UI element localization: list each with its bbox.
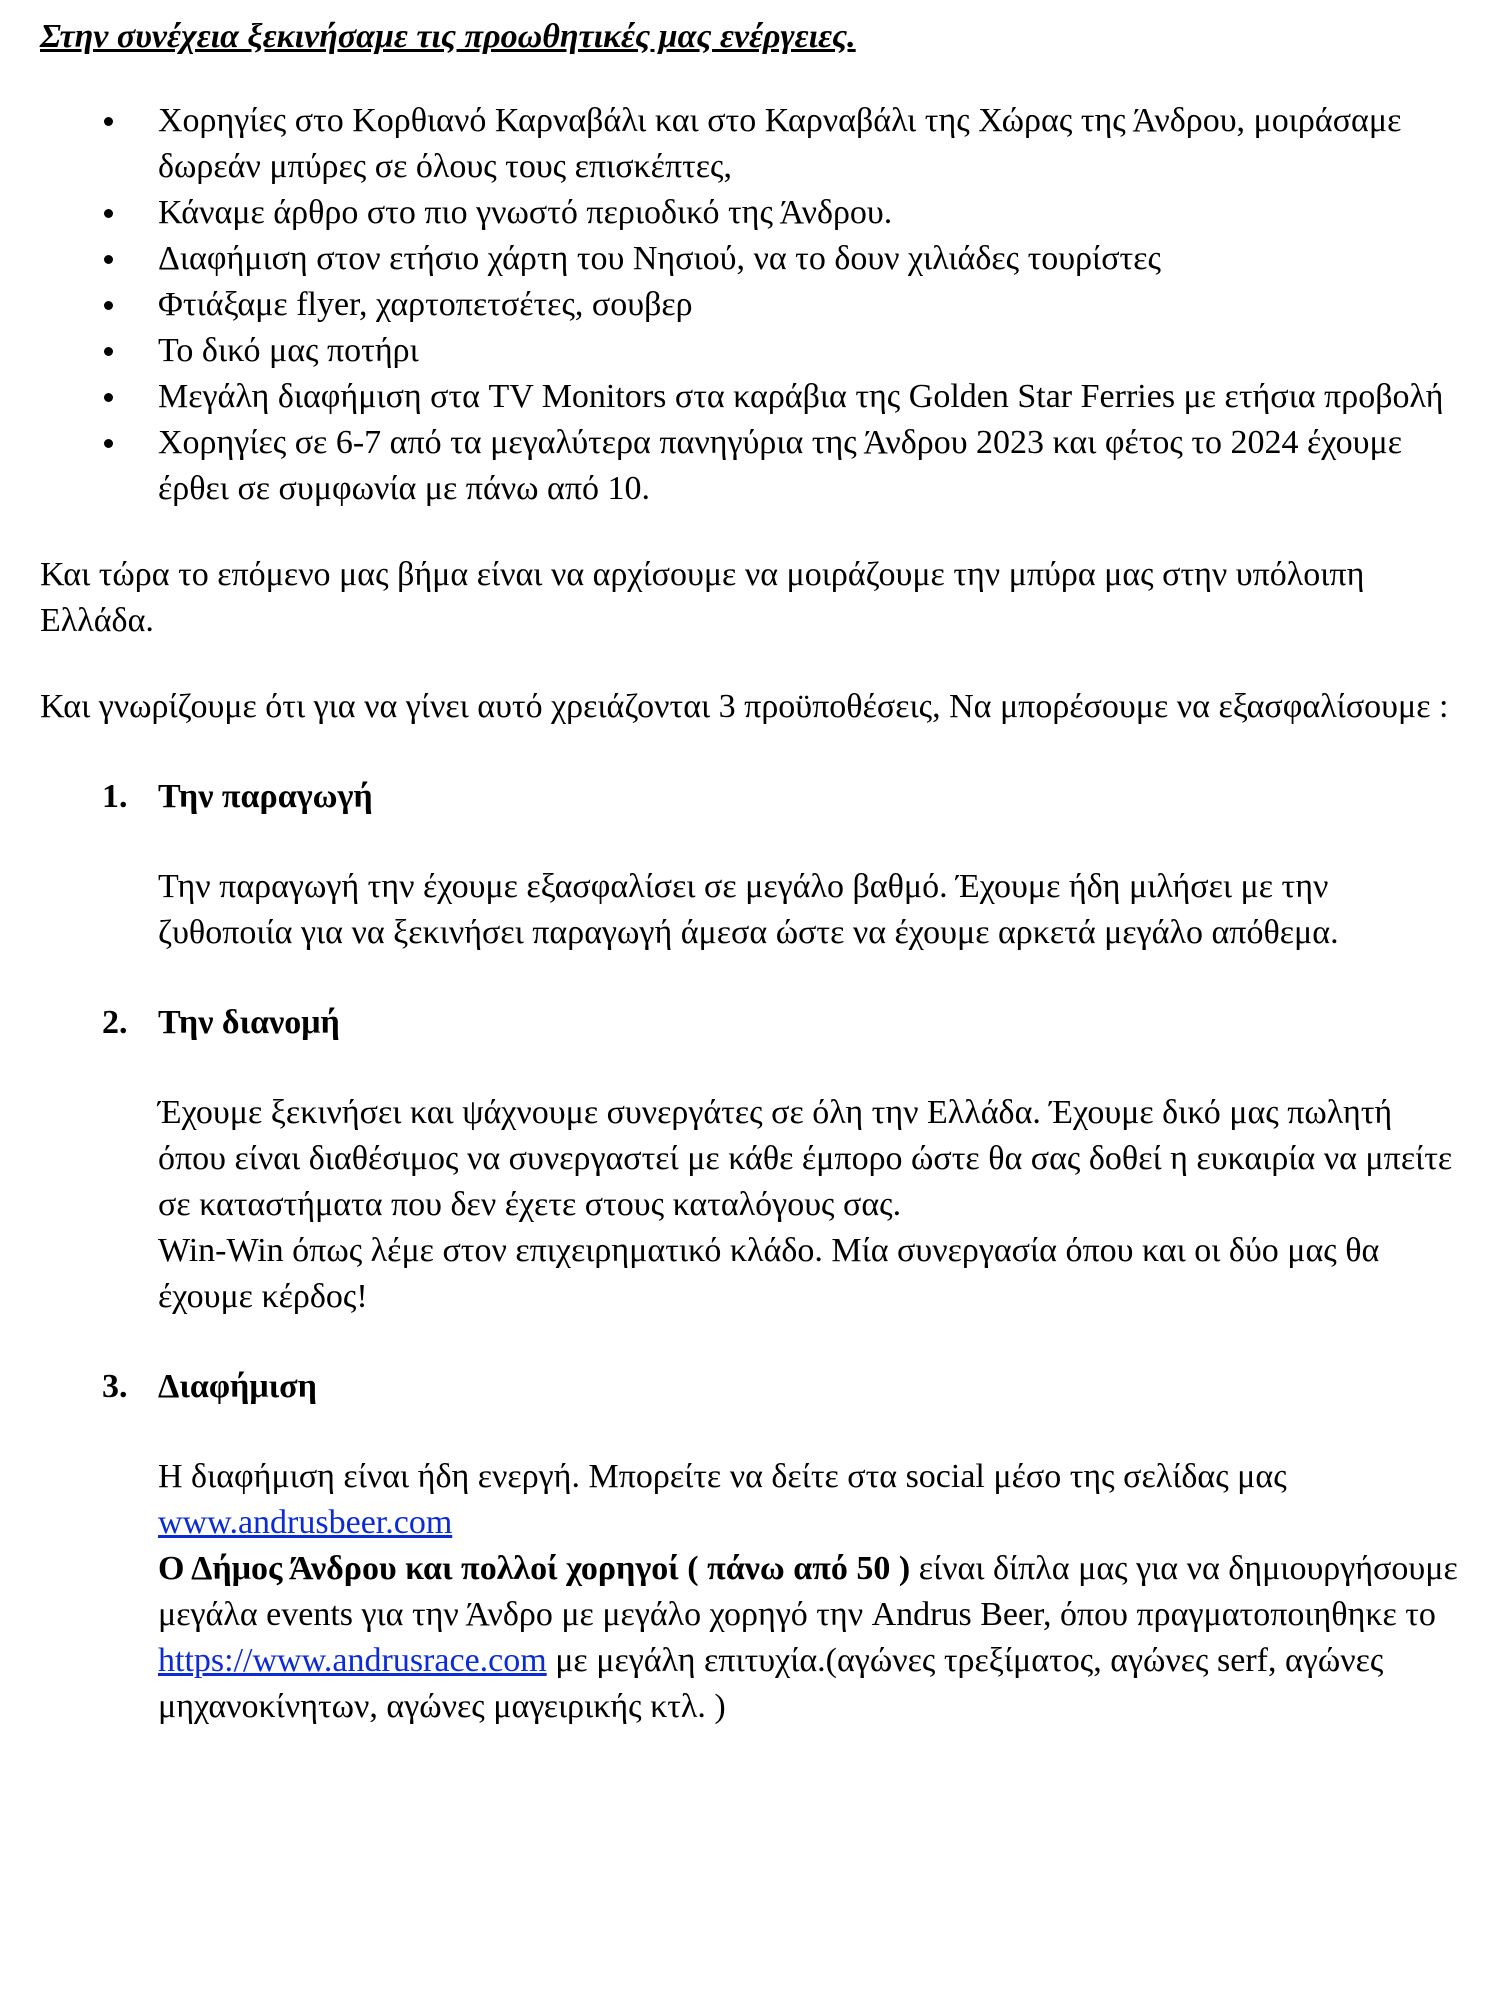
list-item: Φτιάξαμε flyer, χαρτοπετσέτες, σουβερ [40,282,1460,328]
item-number: 3. [102,1368,128,1405]
list-item: Μεγάλη διαφήμιση στα TV Monitors στα καράβια της Golden Star Ferries με ετήσια προβολή [40,374,1460,420]
promotion-list [40,98,1460,512]
bullet-icon [104,439,113,448]
item-body [158,1090,1460,1320]
requirements-paragraph: Και γνωρίζουμε ότι για να γίνει αυτό χρειάζονται 3 προϋποθέσεις, Να μπορέσουμε να εξασφαλίσουμε : [40,688,1449,725]
list-item: Το δικό μας ποτήρι [40,328,1460,374]
andrusrace-link[interactable]: https://www.andrusrace.com [158,1642,547,1679]
bullet-icon [104,209,113,218]
item-body-text: Ο Δήμος Άνδρου και πολλοί χορηγοί ( πάνω από 50 ) είναι δίπλα μας για να δημιουργήσουμε μεγάλα events για την Άνδρο με μεγάλο χορηγό την Andrus Beer, όπου πραγματοποιηθηκε το https://www.andrusrace.com με μεγάλη επιτυχία.(αγώνες τρεξίματος, αγώνες serf, αγώνες μηχανοκίνητων, αγώνες μαγειρικής κτλ. ) [158,1550,1458,1725]
document-page [40,14,1460,1730]
requirement-advertising [40,1364,1460,1730]
list-item: Χορηγίες σε 6-7 από τα μεγαλύτερα πανηγύρια της Άνδρου 2023 και φέτος το 2024 έχουμε έρθει σε συμφωνία με πάνω από 10. [40,420,1460,512]
bullet-icon [104,255,113,264]
item-body-text: Έχουμε ξεκινήσει και ψάχνουμε συνεργάτες σε όλη την Ελλάδα. Έχουμε δικό μας πωλητή όπου είναι διαθέσιμος να συνεργαστεί με κάθε έμπορο ώστε θα σας δοθεί η ευκαιρία να μπείτε σε καταστήματα που δεν έχετε στους καταλόγους σας. [158,1094,1453,1223]
andrusbeer-link[interactable]: www.andrusbeer.com [158,1504,453,1541]
item-body [158,1454,1460,1730]
section-heading: Στην συνέχεια ξεκινήσαμε τις προωθητικές μας ενέργειες. [40,18,856,55]
item-title: Διαφήμιση [158,1368,317,1405]
item-body: Την παραγωγή την έχουμε εξασφαλίσει σε μεγάλο βαθμό. Έχουμε ήδη μιλήσει με την ζυθοποιία για να ξεκινήσει παραγωγή άμεσα ώστε να έχουμε αρκετά μεγάλο απόθεμα. [158,868,1339,951]
item-number: 2. [102,1004,128,1041]
requirement-production [40,774,1460,956]
item-title: Την παραγωγή [158,778,373,815]
bold-sponsors-text: Ο Δήμος Άνδρου και πολλοί χορηγοί ( πάνω από 50 ) [158,1550,911,1587]
requirements-list [40,774,1460,1730]
bullet-icon [104,301,113,310]
item-number: 1. [102,778,128,815]
next-step-paragraph: Και τώρα το επόμενο μας βήμα είναι να αρχίσουμε να μοιράζουμε την μπύρα μας στην υπόλοιπη Ελλάδα. [40,556,1365,639]
bullet-icon [104,117,113,126]
item-title: Την διανομή [158,1004,340,1041]
bullet-icon [104,393,113,402]
list-item: Χορηγίες στο Κορθιανό Καρναβάλι και στο Καρναβάλι της Χώρας της Άνδρου, μοιράσαμε δωρεάν μπύρες σε όλους τους επισκέπτες, [40,98,1460,190]
list-item: Κάναμε άρθρο στο πιο γνωστό περιοδικό της Άνδρου. [40,190,1460,236]
list-item: Διαφήμιση στον ετήσιο χάρτη του Νησιού, να το δουν χιλιάδες τουρίστες [40,236,1460,282]
bullet-icon [104,347,113,356]
item-body-text: Win-Win όπως λέμε στον επιχειρηματικό κλάδο. Μία συνεργασία όπου και οι δύο μας θα έχουμε κέρδος! [158,1232,1380,1315]
item-body-text: Η διαφήμιση είναι ήδη ενεργή. Μπορείτε να δείτε στα social μέσο της σελίδας μας www.andrusbeer.com [158,1458,1287,1541]
requirement-distribution [40,1000,1460,1320]
